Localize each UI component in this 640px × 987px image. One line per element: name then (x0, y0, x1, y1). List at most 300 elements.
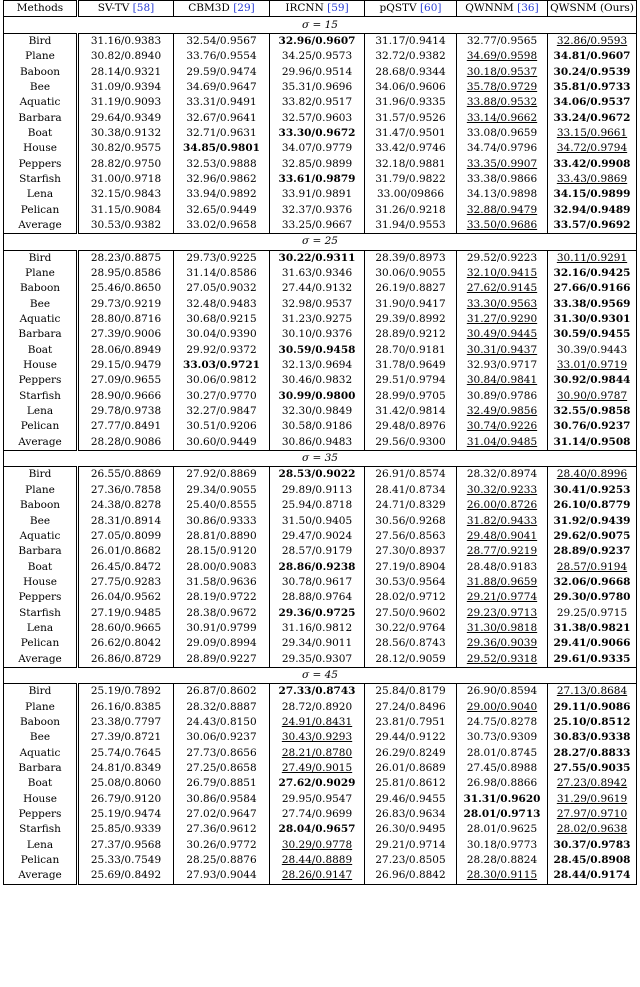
value-text: 28.30/0.9115 (466, 869, 538, 882)
sigma-row (4, 450, 637, 466)
table-row (4, 792, 637, 807)
value-text: 32.53/0.9888 (186, 157, 257, 170)
table-row (4, 868, 637, 884)
value-text: 27.73/0.8656 (186, 746, 257, 759)
value-text: 26.87/0.8602 (186, 685, 257, 698)
value-cell (365, 761, 457, 776)
value-cell (174, 404, 270, 419)
table-row (4, 187, 637, 202)
value-cell (270, 297, 365, 312)
value-text: 28.32/0.8974 (466, 468, 538, 481)
value-cell (174, 358, 270, 373)
method-cell: House (4, 792, 78, 807)
value-cell (457, 95, 548, 110)
value-cell (78, 715, 174, 730)
value-cell (548, 250, 637, 266)
value-text: 28.95/0.8586 (90, 267, 162, 280)
value-text: 30.86/0.9483 (281, 435, 353, 448)
value-cell (548, 868, 637, 884)
value-cell (365, 327, 457, 342)
value-cell (548, 358, 637, 373)
value-text: 27.05/0.8099 (90, 529, 162, 542)
value-cell (457, 49, 548, 64)
value-text: 27.24/0.8496 (375, 700, 446, 713)
value-cell (548, 141, 637, 156)
value-cell (174, 172, 270, 187)
value-cell (365, 513, 457, 528)
value-text: 34.07/0.9779 (281, 142, 353, 155)
value-cell (78, 64, 174, 79)
value-text: 32.94/0.9489 (553, 203, 631, 216)
value-cell (174, 187, 270, 202)
value-text: 29.09/0.8994 (186, 637, 257, 650)
value-text: 28.45/0.8908 (553, 854, 631, 867)
value-text: 28.04/0.9657 (278, 823, 356, 836)
value-cell (457, 513, 548, 528)
value-text: 32.49/0.9856 (466, 405, 538, 418)
value-text: 30.90/0.9787 (556, 389, 628, 402)
table-row (4, 126, 637, 141)
table-row (4, 202, 637, 217)
value-cell (457, 266, 548, 281)
value-cell (457, 575, 548, 590)
value-cell (548, 761, 637, 776)
value-text: 33.24/0.9672 (553, 111, 631, 124)
value-text: 31.30/0.9301 (553, 313, 631, 326)
value-cell (270, 202, 365, 217)
value-cell (270, 250, 365, 266)
value-cell (78, 559, 174, 574)
value-text: 30.86/0.9584 (186, 792, 257, 805)
value-text: 33.50/0.9686 (466, 218, 538, 231)
value-cell (78, 156, 174, 171)
table-row (4, 404, 637, 419)
method-cell: Boat (4, 776, 78, 791)
method-cell: Bird (4, 684, 78, 700)
value-cell (365, 498, 457, 513)
value-text: 29.64/0.9349 (90, 111, 162, 124)
value-text: 31.63/0.9346 (281, 267, 353, 280)
table-row (4, 544, 637, 559)
value-cell (174, 590, 270, 605)
table-row (4, 327, 637, 342)
value-text: 27.33/0.8743 (278, 685, 356, 698)
value-text: 32.55/0.9858 (553, 405, 631, 418)
citation-link[interactable]: [59] (327, 2, 349, 15)
value-cell (457, 110, 548, 125)
value-cell (174, 389, 270, 404)
value-cell (548, 621, 637, 636)
value-text: 28.53/0.9022 (278, 468, 356, 481)
value-cell (548, 838, 637, 853)
value-text: 29.51/0.9794 (375, 374, 446, 387)
value-cell (457, 498, 548, 513)
value-text: 28.39/0.8973 (375, 251, 446, 264)
value-cell (78, 343, 174, 358)
value-text: 31.82/0.9433 (466, 514, 538, 527)
table-row (4, 838, 637, 853)
value-text: 27.62/0.9145 (466, 282, 538, 295)
value-text: 28.86/0.9238 (278, 560, 356, 573)
method-cell: Peppers (4, 156, 78, 171)
value-text: 31.16/0.9812 (281, 621, 353, 634)
value-cell (548, 483, 637, 498)
table-body (4, 17, 637, 884)
value-text: 27.44/0.9132 (281, 282, 353, 295)
value-cell (78, 513, 174, 528)
value-cell (270, 746, 365, 761)
value-text: 30.74/0.9226 (466, 420, 538, 433)
value-cell (78, 761, 174, 776)
value-text: 26.98/0.8866 (466, 777, 538, 790)
value-cell (548, 684, 637, 700)
method-cell: House (4, 141, 78, 156)
value-text: 24.75/0.8278 (466, 715, 538, 728)
value-text: 29.96/0.9514 (281, 65, 353, 78)
method-cell: House (4, 575, 78, 590)
value-text: 29.47/0.9024 (281, 529, 353, 542)
value-text: 34.72/0.9794 (556, 142, 628, 155)
value-cell (548, 699, 637, 714)
value-cell (78, 389, 174, 404)
sigma-row (4, 234, 637, 250)
method-cell: Barbara (4, 110, 78, 125)
value-text: 32.77/0.9565 (466, 34, 538, 47)
table-row (4, 605, 637, 620)
value-cell (174, 776, 270, 791)
value-cell (270, 49, 365, 64)
value-text: 29.00/0.9040 (466, 700, 538, 713)
value-text: 28.41/0.8734 (375, 483, 446, 496)
value-text: 30.59/0.9458 (278, 343, 356, 356)
value-text: 28.01/0.9713 (463, 808, 541, 821)
column-header (78, 1, 174, 17)
value-cell (270, 636, 365, 651)
value-text: 29.39/0.8992 (375, 313, 446, 326)
value-cell (78, 838, 174, 853)
method-cell: Boat (4, 559, 78, 574)
method-cell: Starfish (4, 172, 78, 187)
value-cell (548, 513, 637, 528)
value-text: 27.23/0.8505 (375, 854, 446, 867)
value-cell (270, 110, 365, 125)
value-text: 32.13/0.9694 (281, 359, 353, 372)
value-text: 32.96/0.9862 (186, 172, 257, 185)
value-text: 32.98/0.9537 (281, 297, 353, 310)
value-cell (457, 868, 548, 884)
method-cell: Bird (4, 33, 78, 49)
value-text: 28.40/0.8996 (556, 468, 628, 481)
value-text: 30.83/0.9338 (553, 731, 631, 744)
value-text: 33.01/0.9719 (556, 359, 628, 372)
value-text: 32.10/0.9415 (466, 267, 538, 280)
value-text: 33.35/0.9907 (466, 157, 538, 170)
value-cell (78, 822, 174, 837)
value-cell (78, 605, 174, 620)
value-text: 32.15/0.9843 (90, 188, 162, 201)
table-row (4, 80, 637, 95)
value-cell (365, 95, 457, 110)
value-text: 31.96/0.9335 (375, 96, 446, 109)
value-cell (270, 141, 365, 156)
value-cell (457, 373, 548, 388)
value-cell (548, 389, 637, 404)
value-cell (174, 651, 270, 667)
citation-link[interactable]: [58] (132, 2, 155, 15)
value-text: 34.74/0.9796 (466, 142, 538, 155)
table-row (4, 141, 637, 156)
value-text: 30.53/0.9564 (375, 575, 446, 588)
value-text: 35.31/0.9696 (281, 80, 353, 93)
value-cell (548, 807, 637, 822)
value-text: 27.74/0.9699 (281, 808, 353, 821)
value-cell (78, 281, 174, 296)
value-cell (365, 33, 457, 49)
value-cell (270, 792, 365, 807)
value-text: 32.27/0.9847 (186, 405, 257, 418)
method-cell: Lena (4, 404, 78, 419)
value-cell (365, 266, 457, 281)
value-cell (270, 404, 365, 419)
value-text: 29.21/0.9714 (375, 838, 446, 851)
value-text: 32.85/0.9899 (281, 157, 353, 170)
value-cell (365, 358, 457, 373)
value-text: 27.13/0.8684 (556, 685, 628, 698)
value-text: 30.10/0.9376 (281, 328, 353, 341)
value-cell (457, 621, 548, 636)
value-cell (174, 513, 270, 528)
value-cell (270, 605, 365, 620)
value-cell (270, 761, 365, 776)
method-cell: Lena (4, 838, 78, 853)
value-text: 28.02/0.9638 (556, 823, 628, 836)
value-cell (174, 419, 270, 434)
value-text: 26.01/0.8689 (375, 762, 446, 775)
value-text: 32.96/0.9607 (278, 34, 356, 47)
method-cell: Boat (4, 126, 78, 141)
value-text: 30.31/0.9437 (466, 343, 538, 356)
value-text: 27.55/0.9035 (553, 762, 631, 775)
citation-link[interactable]: [60] (419, 2, 442, 15)
value-text: 29.48/0.8976 (375, 420, 446, 433)
value-cell (365, 250, 457, 266)
value-text: 29.78/0.9738 (90, 405, 162, 418)
method-cell: Barbara (4, 544, 78, 559)
value-text: 30.18/0.9537 (466, 65, 538, 78)
value-text: 29.52/0.9318 (466, 652, 538, 665)
value-cell (548, 605, 637, 620)
value-text: 31.57/0.9526 (375, 111, 446, 124)
value-cell (78, 172, 174, 187)
value-cell (548, 544, 637, 559)
value-cell (270, 838, 365, 853)
value-cell (78, 699, 174, 714)
method-cell: Pelican (4, 202, 78, 217)
column-header-label: Methods (16, 2, 64, 15)
value-cell (365, 575, 457, 590)
value-cell (365, 483, 457, 498)
value-cell (174, 281, 270, 296)
value-cell (457, 715, 548, 730)
value-text: 32.18/0.9881 (375, 157, 446, 170)
value-cell (548, 202, 637, 217)
value-cell (457, 33, 548, 49)
table-row (4, 699, 637, 714)
value-cell (548, 126, 637, 141)
value-text: 26.45/0.8472 (90, 560, 162, 573)
value-text: 26.96/0.8842 (375, 869, 446, 882)
value-cell (457, 651, 548, 667)
value-cell (270, 853, 365, 868)
method-cell: Lena (4, 621, 78, 636)
value-text: 29.61/0.9335 (553, 652, 631, 665)
value-cell (78, 776, 174, 791)
value-text: 30.89/0.9786 (466, 389, 538, 402)
value-text: 24.71/0.8329 (375, 499, 446, 512)
method-cell: Baboon (4, 498, 78, 513)
value-text: 26.55/0.8869 (90, 468, 162, 481)
value-text: 33.30/0.9672 (278, 126, 356, 139)
value-text: 29.34/0.9055 (186, 483, 257, 496)
value-text: 30.78/0.9617 (281, 575, 353, 588)
table-row (4, 746, 637, 761)
citation-link[interactable]: [29] (233, 2, 255, 15)
value-text: 27.37/0.9568 (90, 838, 162, 851)
value-cell (78, 792, 174, 807)
method-cell: Bee (4, 513, 78, 528)
value-text: 26.62/0.8042 (90, 637, 162, 650)
value-cell (457, 156, 548, 171)
value-cell (365, 605, 457, 620)
value-cell (365, 312, 457, 327)
value-cell (270, 684, 365, 700)
value-text: 31.50/0.9405 (281, 514, 353, 527)
value-text: 29.89/0.9113 (281, 483, 353, 496)
value-text: 25.85/0.9339 (90, 823, 162, 836)
value-cell (457, 141, 548, 156)
value-text: 30.91/0.9799 (186, 621, 257, 634)
value-text: 29.25/0.9715 (556, 606, 628, 619)
value-text: 27.02/0.9647 (186, 808, 257, 821)
value-text: 28.89/0.9237 (553, 545, 631, 558)
value-cell (457, 327, 548, 342)
value-cell (548, 281, 637, 296)
value-text: 24.38/0.8278 (90, 499, 162, 512)
value-cell (174, 64, 270, 79)
method-cell: Bee (4, 80, 78, 95)
table-row (4, 64, 637, 79)
value-text: 30.49/0.9445 (466, 328, 538, 341)
value-text: 28.82/0.9750 (90, 157, 162, 170)
value-text: 31.94/0.9553 (375, 218, 446, 231)
value-text: 26.04/0.9562 (90, 591, 162, 604)
value-text: 31.17/0.9414 (375, 34, 446, 47)
value-cell (78, 202, 174, 217)
value-text: 33.14/0.9662 (466, 111, 538, 124)
value-text: 33.08/0.9659 (466, 126, 538, 139)
value-cell (457, 126, 548, 141)
value-text: 28.25/0.8876 (186, 854, 257, 867)
value-cell (457, 838, 548, 853)
value-cell (78, 419, 174, 434)
value-text: 30.32/0.9233 (466, 483, 538, 496)
value-text: 32.88/0.9479 (466, 203, 538, 216)
value-cell (365, 187, 457, 202)
value-text: 33.57/0.9692 (553, 218, 631, 231)
value-text: 31.14/0.9508 (553, 435, 631, 448)
method-cell: Plane (4, 699, 78, 714)
column-header-label: IRCNN (285, 2, 324, 15)
value-cell (174, 761, 270, 776)
table-row (4, 684, 637, 700)
value-text: 31.15/0.9084 (90, 203, 162, 216)
value-cell (78, 807, 174, 822)
value-cell (457, 559, 548, 574)
value-cell (548, 636, 637, 651)
value-text: 28.68/0.9344 (375, 65, 446, 78)
method-cell: Plane (4, 49, 78, 64)
table-row (4, 621, 637, 636)
value-cell (270, 80, 365, 95)
value-cell (174, 218, 270, 234)
value-text: 23.38/0.7797 (90, 715, 162, 728)
value-cell (270, 807, 365, 822)
value-cell (365, 435, 457, 451)
value-cell (365, 684, 457, 700)
value-text: 29.46/0.9455 (375, 792, 446, 805)
value-text: 31.00/0.9718 (90, 172, 162, 185)
value-cell (548, 64, 637, 79)
value-text: 30.76/0.9237 (553, 420, 631, 433)
value-cell (548, 156, 637, 171)
value-cell (78, 404, 174, 419)
value-text: 33.82/0.9517 (281, 96, 353, 109)
value-cell (174, 746, 270, 761)
citation-link[interactable]: [36] (517, 2, 539, 15)
value-text: 31.23/0.9275 (281, 313, 353, 326)
value-cell (174, 95, 270, 110)
value-text: 25.10/0.8512 (553, 715, 631, 728)
method-cell: Bird (4, 467, 78, 483)
value-cell (78, 250, 174, 266)
value-text: 29.48/0.9041 (466, 529, 538, 542)
value-cell (457, 172, 548, 187)
value-text: 32.86/0.9593 (556, 34, 628, 47)
value-cell (548, 172, 637, 187)
value-cell (78, 590, 174, 605)
value-cell (548, 559, 637, 574)
value-text: 30.43/0.9293 (281, 731, 353, 744)
value-cell (457, 853, 548, 868)
value-text: 31.42/0.9814 (375, 405, 446, 418)
value-text: 34.25/0.9573 (281, 50, 353, 63)
value-cell (270, 389, 365, 404)
value-text: 28.72/0.8920 (281, 700, 353, 713)
value-text: 26.01/0.8682 (90, 545, 162, 558)
value-text: 28.77/0.9219 (466, 545, 538, 558)
value-text: 28.44/0.8889 (281, 854, 353, 867)
value-text: 33.25/0.9667 (281, 218, 353, 231)
value-text: 29.52/0.9223 (466, 251, 538, 264)
value-cell (270, 529, 365, 544)
value-cell (174, 202, 270, 217)
value-text: 30.24/0.9539 (553, 65, 631, 78)
value-text: 33.15/0.9661 (556, 126, 628, 139)
column-header (4, 1, 78, 17)
value-text: 26.79/0.9120 (90, 792, 162, 805)
value-cell (270, 730, 365, 745)
value-cell (457, 761, 548, 776)
